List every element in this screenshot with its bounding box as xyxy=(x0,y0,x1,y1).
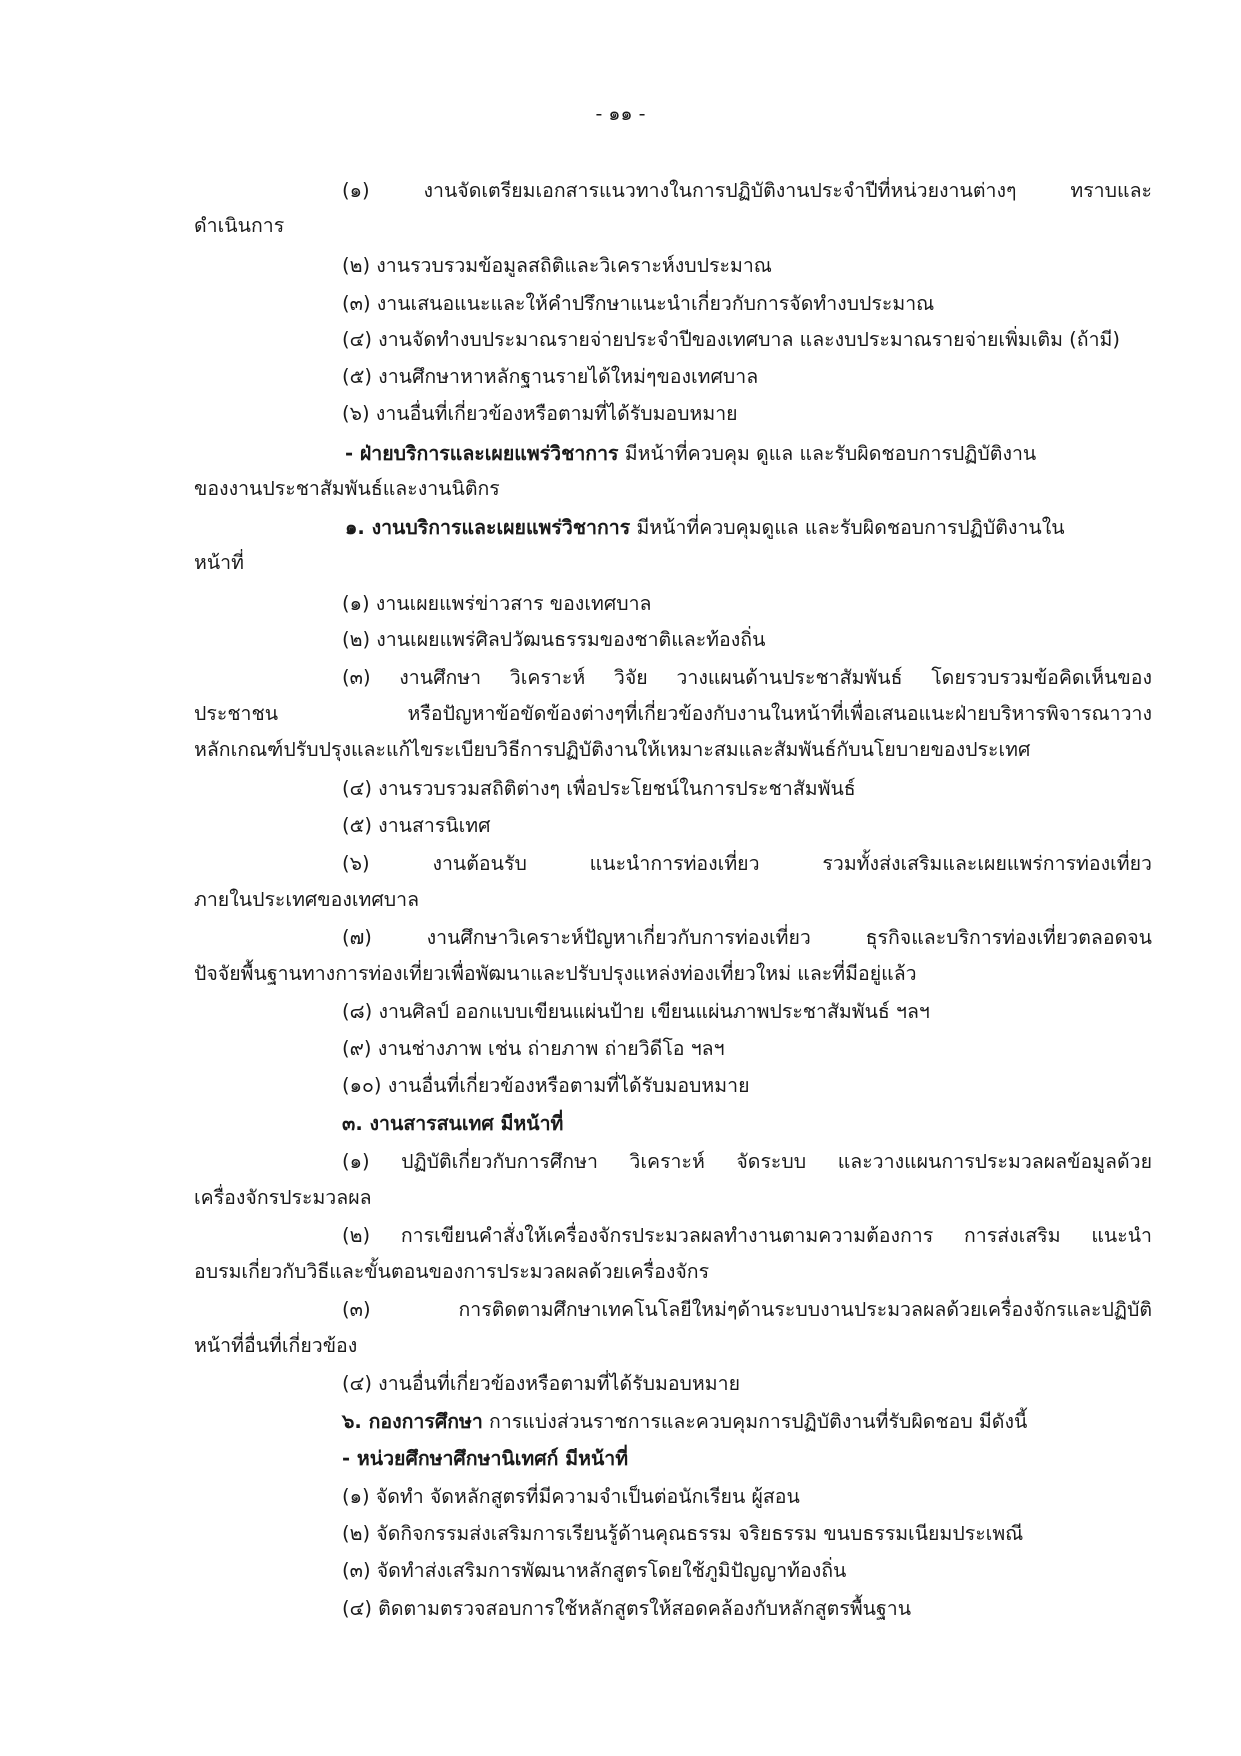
section-title: ๖. กองการศึกษา xyxy=(342,1410,483,1433)
paragraph-line: หน้าที่อื่นที่เกี่ยวข้อง xyxy=(194,1334,358,1357)
list-item: (๖) งานอื่นที่เกี่ยวข้องหรือตามที่ได้รับมอบหมาย xyxy=(342,402,738,425)
list-item: (๖) งานต้อนรับ แนะนำการท่องเที่ยว รวมทั้งส่งเสริมและเผยแพร่การท่องเที่ยว xyxy=(342,852,1152,875)
list-item: (๔) งานรวบรวมสถิติต่างๆ เพื่อประโยชน์ในการประชาสัมพันธ์ xyxy=(342,777,856,800)
list-item: (๙) งานช่างภาพ เช่น ถ่ายภาพ ถ่ายวิดีโอ ฯลฯ xyxy=(342,1037,725,1060)
section-title: - ฝ่ายบริการและเผยแพร่วิชาการ xyxy=(345,442,619,465)
list-item: (๓) การติดตามศึกษาเทคโนโลยีใหม่ๆด้านระบบงานประมวลผลด้วยเครื่องจักรและปฏิบัติ xyxy=(342,1298,1152,1321)
paragraph-line: หลักเกณฑ์ปรับปรุงและแก้ไขระเบียบวิธีการปฏิบัติงานให้เหมาะสมและสัมพันธ์กับนโยบายของประเทศ xyxy=(194,738,1031,761)
list-item: (๕) งานสารนิเทศ xyxy=(342,814,491,837)
list-item: (๒) งานเผยแพร่ศิลปวัฒนธรรมของชาติและท้องถิ่น xyxy=(342,628,766,651)
paragraph-line: ประชาชน หรือปัญหาข้อขัดข้องต่างๆที่เกี่ยวข้องกับงานในหน้าที่เพื่อเสนอแนะฝ่ายบริหารพิจารณาวาง xyxy=(194,702,1152,725)
list-item: (๘) งานศิลป์ ออกแบบเขียนแผ่นป้าย เขียนแผ่นภาพประชาสัมพันธ์ ฯลฯ xyxy=(342,1000,930,1023)
section-title: ๑. งานบริการและเผยแพร่วิชาการ xyxy=(345,516,631,539)
section-description: มีหน้าที่ควบคุมดูแล และรับผิดชอบการปฏิบัติงานใน xyxy=(636,516,1065,539)
list-item: (๑) จัดทำ จัดหลักสูตรที่มีความจำเป็นต่อนักเรียน ผู้สอน xyxy=(342,1485,800,1508)
paragraph-line: หน้าที่ xyxy=(194,551,244,574)
list-item: (๒) งานรวบรวมข้อมูลสถิติและวิเคราะห์งบประมาณ xyxy=(342,254,772,277)
list-item: (๔) งานอื่นที่เกี่ยวข้องหรือตามที่ได้รับมอบหมาย xyxy=(342,1372,740,1395)
list-item: (๗) งานศึกษาวิเคราะห์ปัญหาเกี่ยวกับการท่องเที่ยว ธุรกิจและบริการท่องเที่ยวตลอดจน xyxy=(342,926,1152,949)
section-heading xyxy=(342,1408,1027,1436)
paragraph-line: (๑) งานจัดเตรียมเอกสารแนวทางในการปฏิบัติงานประจำปีที่หน่วยงานต่างๆ ทราบและ xyxy=(342,179,1152,202)
list-item: (๑๐) งานอื่นที่เกี่ยวข้องหรือตามที่ได้รับมอบหมาย xyxy=(342,1074,750,1097)
list-item: (๕) งานศึกษาหาหลักฐานรายได้ใหม่ๆของเทศบาล xyxy=(342,365,759,388)
paragraph-line: ของงานประชาสัมพันธ์และงานนิติกร xyxy=(194,477,500,500)
list-item: (๑) งานเผยแพร่ข่าวสาร ของเทศบาล xyxy=(342,592,652,615)
paragraph-line: ดำเนินการ xyxy=(194,214,285,237)
paragraph-line: ปัจจัยพื้นฐานทางการท่องเที่ยวเพื่อพัฒนาและปรับปรุงแหล่งท่องเที่ยวใหม่ และที่มีอยู่แล้ว xyxy=(194,962,917,985)
list-item: (๔) งานจัดทำงบประมาณรายจ่ายประจำปีของเทศบาล และงบประมาณรายจ่ายเพิ่มเติม (ถ้ามี) xyxy=(342,328,1120,351)
section-heading xyxy=(345,440,1036,468)
section-heading: - หน่วยศึกษาศึกษานิเทศก์ มีหน้าที่ xyxy=(342,1447,629,1470)
section-description: การแบ่งส่วนราชการและควบคุมการปฏิบัติงานที่รับผิดชอบ มีดังนี้ xyxy=(489,1410,1028,1433)
list-item: (๓) งานเสนอแนะและให้คำปรึกษาแนะนำเกี่ยวกับการจัดทำงบประมาณ xyxy=(342,292,935,315)
list-item: (๓) จัดทำส่งเสริมการพัฒนาหลักสูตรโดยใช้ภูมิปัญญาท้องถิ่น xyxy=(342,1559,847,1582)
list-item: (๒) จัดกิจกรรมส่งเสริมการเรียนรู้ด้านคุณธรรม จริยธรรม ขนบธรรมเนียมประเพณี xyxy=(342,1522,1024,1545)
list-item: (๑) ปฏิบัติเกี่ยวกับการศึกษา วิเคราะห์ จัดระบบ และวางแผนการประมวลผลข้อมูลด้วย xyxy=(342,1150,1152,1173)
section-heading: ๓. งานสารสนเทศ มีหน้าที่ xyxy=(342,1112,564,1135)
list-item: (๓) งานศึกษา วิเคราะห์ วิจัย วางแผนด้านประชาสัมพันธ์ โดยรวบรวมข้อคิดเห็นของ xyxy=(342,666,1152,689)
paragraph-line: อบรมเกี่ยวกับวิธีและขั้นตอนของการประมวลผลด้วยเครื่องจักร xyxy=(194,1260,710,1283)
list-item: (๔) ติดตามตรวจสอบการใช้หลักสูตรให้สอดคล้องกับหลักสูตรพื้นฐาน xyxy=(342,1597,912,1620)
paragraph-line: ภายในประเทศของเทศบาล xyxy=(194,888,420,911)
list-item: (๒) การเขียนคำสั่งให้เครื่องจักรประมวลผลทำงานตามความต้องการ การส่งเสริม แนะนำ xyxy=(342,1224,1152,1247)
section-heading xyxy=(345,514,1065,542)
page-number: - ๑๑ - xyxy=(595,103,646,125)
section-description: มีหน้าที่ควบคุม ดูแล และรับผิดชอบการปฏิบัติงาน xyxy=(624,442,1037,465)
paragraph-line: เครื่องจักรประมวลผล xyxy=(194,1186,372,1209)
